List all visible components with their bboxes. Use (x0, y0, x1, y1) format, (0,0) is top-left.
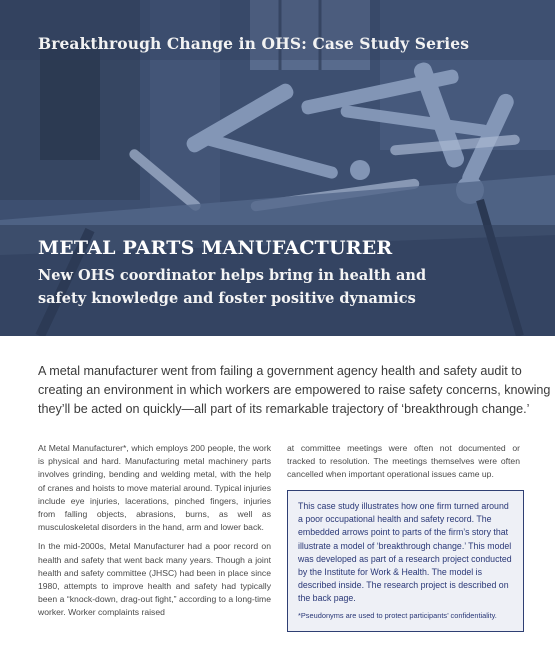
callout-text: This case study illustrates how one firm turned around a poor occupational health and safety record. The embedded arrows point to parts of the firm’s story that illustrate a model of ‘breakthrough change.’ This model was developed as part of a research project conducted by the Institute for Work & Health. The model is described inside. The research project is described on the back page. (298, 501, 512, 604)
lead-line: they’ll be acted on quickly—all part of its remarkable trajectory of ‘breakthrough change.’ (38, 402, 530, 416)
body-paragraph: At Metal Manufacturer*, which employs 200 people, the work is physical and hard. Manufacturing metal machinery parts involves grinding, bending and welding metal, with the help of cranes and hoists to move material around. Typical injuries include eye injuries, lacerations, pinched fingers, injuries from falling objects, abrasions, burns, as well as musculoskeletal disorders in the hand, arm and lower back. (38, 443, 271, 533)
body-paragraph: In the mid-2000s, Metal Manufacturer had a poor record on health and safety that went back many years. Though a joint health and safety committee (JHSC) had been in place since 1980, attempts to improve health and safety had typically been a “knock-down, drag-out fight,” according to a long-time worker. Worker complaints raised (38, 541, 271, 618)
subtitle-line: safety knowledge and foster positive dynamics (38, 290, 416, 307)
lead-paragraph (38, 362, 551, 419)
pseudonym-note: *Pseudonyms are used to protect participants’ confidentiality. (298, 610, 497, 620)
series-title: Breakthrough Change in OHS: Case Study Series (38, 34, 470, 53)
body-column-right (287, 442, 520, 488)
lead-line: creating an environment in which workers are empowered to raise safety concerns, knowing (38, 383, 551, 397)
subtitle-line: New OHS coordinator helps bring in health and (38, 267, 427, 284)
body-paragraph: at committee meetings were often not documented or tracked to resolution. The meetings themselves were often cancelled when important operational issues came up. (287, 443, 520, 480)
case-subtitle (38, 264, 498, 310)
case-study-callout (287, 490, 524, 632)
case-title: METAL PARTS MANUFACTURER (38, 237, 393, 259)
body-column-left (38, 442, 271, 626)
lead-line: A metal manufacturer went from failing a government agency health and safety audit to (38, 364, 522, 378)
